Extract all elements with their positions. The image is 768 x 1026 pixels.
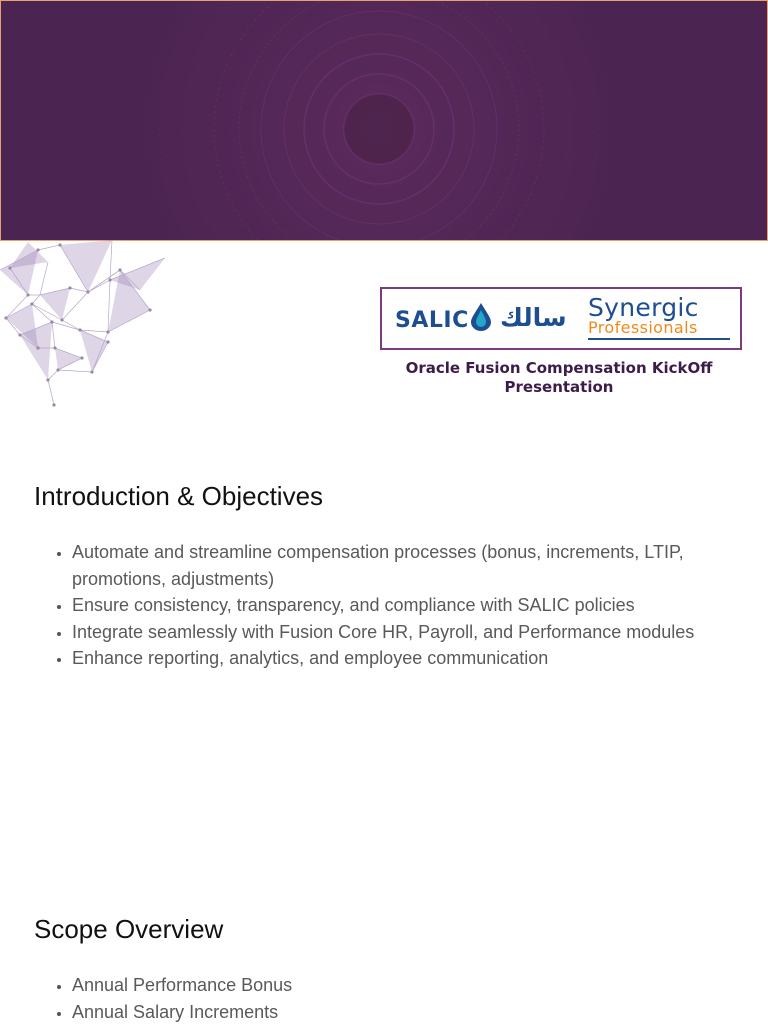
list-item: • Annual Performance Bonus (72, 972, 742, 999)
presentation-title: Oracle Fusion Compensation KickOff Presentation (405, 359, 713, 396)
header-banner (0, 0, 768, 241)
list-item: • Annual Salary Increments (72, 999, 742, 1026)
list-item: • Integrate seamlessly with Fusion Core HR, Payroll, and Performance modules (72, 619, 742, 646)
professionals-logo-text: Professionals (588, 318, 698, 337)
section-heading-scope: Scope Overview (34, 914, 224, 944)
list-item: • Ensure consistency, transparency, and compliance with SALIC policies (72, 592, 742, 619)
list-item: • Enhance reporting, analytics, and employee communication (72, 645, 742, 672)
objectives-list (40, 539, 742, 672)
ring-pattern (1, 1, 768, 241)
section-heading-introduction: Introduction & Objectives (34, 481, 324, 511)
scope-list (40, 972, 742, 1025)
synergic-underline (588, 338, 730, 340)
network-graphic (0, 240, 170, 410)
synergic-logo-text: Synergic (588, 293, 699, 322)
water-drop-icon (470, 302, 492, 332)
salic-logo-text: SALIC (395, 308, 469, 333)
list-item: • Automate and streamline compensation processes (bonus, increments, LTIP, promotions, adjustments) (72, 539, 742, 592)
partner-logos (380, 287, 742, 350)
salic-arabic-logo: سالك (500, 303, 567, 332)
